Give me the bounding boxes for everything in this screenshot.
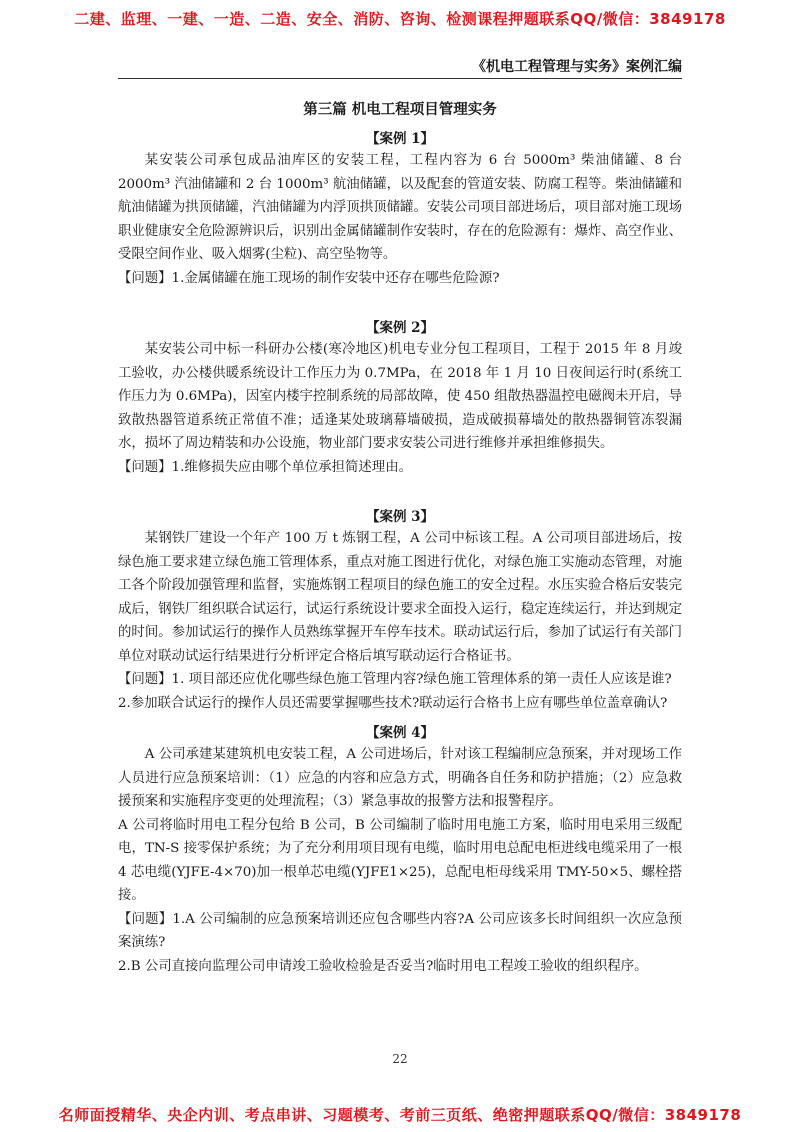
- case-question: 2.B 公司直接向监理公司申请竣工验收检验是否妥当?临时用电工程竣工验收的组织程序。: [118, 958, 648, 974]
- header-rule: [118, 78, 682, 79]
- case-3: [118, 505, 682, 715]
- case-question: 【问题】1. 项目部还应优化哪些绿色施工管理内容?绿色施工管理体系的第一责任人应该是谁?: [118, 672, 672, 687]
- case-question: 【问题】1.A 公司编制的应急预案培训还应包含哪些内容?A 公司应该多长时间组织一次应急预案演练?: [118, 911, 682, 950]
- case-2: [118, 316, 682, 479]
- case-question: 【问题】1.维修损失应由哪个单位承担简述理由。: [118, 459, 412, 475]
- case-title: 【案例 4】: [365, 725, 435, 741]
- page-content: [118, 98, 682, 978]
- case-4: [118, 721, 682, 978]
- case-paragraph: 某安装公司承包成品油库区的安装工程，工程内容为 6 台 5000m³ 柴油储罐、8 台 2000m³ 汽油储罐和 2 台 1000m³ 航油储罐，以及配套的管道安装、防腐工程等。柴油储罐和航油储罐为拱顶储罐，汽油储罐为内浮顶拱顶储罐。安装公司项目部进场后，项目部对施工现场职业健康安全危险源辨识后，识别出金属储罐制作安装时，存在的危险源有：爆炸、高空作业、受限空间作业、吸入烟雾(尘粒)、高空坠物等。: [118, 153, 682, 262]
- part-title: 第三篇 机电工程项目管理实务: [303, 101, 497, 118]
- case-question: 2.参加联合试运行的操作人员还需要掌握哪些技术?联动运行合格书上应有哪些单位盖章确认?: [118, 695, 668, 711]
- case-paragraph: 某安装公司中标一科研办公楼(寒冷地区)机电专业分包工程项目，工程于 2015 年 8 月竣工验收，办公楼供暖系统设计工作压力为 0.7MPa，在 2018 年 1 月 10 日夜间运行时(系统工作压力为 0.6MPa)，因室内楼宇控制系统的局部故障，使 450 组散热器温控电磁阀未开启，导致散热器管道系统正常值不准；适逢某处玻璃幕墙破损，造成破损幕墙处的散热器铜管冻裂漏水，损坏了周边精装和办公设施，物业部门要求安装公司进行维修并承担维修损失。: [118, 342, 682, 451]
- top-banner: 二建、监理、一建、一造、二造、安全、消防、咨询、检测课程押题联系QQ/微信：3849178: [74, 10, 726, 28]
- bottom-banner: 名师面授精华、央企内训、考点串讲、习题模考、考前三页纸、绝密押题联系QQ/微信：3849178: [58, 1106, 742, 1124]
- document-header: 《机电工程管理与实务》案例汇编: [472, 59, 682, 75]
- case-paragraph: 某钢铁厂建设一个年产 100 万 t 炼钢工程，A 公司中标该工程。A 公司项目部进场后，按绿色施工要求建立绿色施工管理体系，重点对施工图进行优化，对绿色施工实施动态管理，对施工各个阶段加强管理和监督，实施炼钢工程项目的绿色施工的安全过程。水压实验合格后安装完成后，钢铁厂组织联合试运行，试运行系统设计要求全面投入运行，稳定连续运行，并达到规定的时间。参加试运行的操作人员熟练掌握开车停车技术。联动试运行后，参加了试运行有关部门单位对联动试运行结果进行分析评定合格后填写联动运行合格证书。: [118, 531, 682, 664]
- case-title: 【案例 1】: [365, 131, 435, 147]
- case-1: [118, 127, 682, 290]
- case-title: 【案例 3】: [365, 509, 435, 525]
- section-gap: [118, 479, 682, 505]
- case-question: 【问题】1.金属储罐在施工现场的制作安装中还存在哪些危险源?: [118, 270, 500, 286]
- case-paragraph: A 公司承建某建筑机电安装工程，A 公司进场后，针对该工程编制应急预案，并对现场工作人员进行应急预案培训：（1）应急的内容和应急方式，明确各自任务和防护措施；（2）应急救援预案和实施程序变更的处理流程；（3）紧急事故的报警方法和报警程序。: [118, 747, 682, 809]
- case-title: 【案例 2】: [365, 320, 435, 336]
- case-paragraph: A 公司将临时用电工程分包给 B 公司，B 公司编制了临时用电施工方案，临时用电采用三级配电，TN-S 接零保护系统；为了充分利用项目现有电缆，临时用电总配电柜进线电缆采用了一根 4 芯电缆(YJFE-4×70)加一根单芯电缆(YJFE1×25)，总配电柜母线采用 TMY-50×5、螺栓搭接。: [118, 817, 682, 903]
- section-gap: [118, 290, 682, 316]
- page-number: 22: [392, 1052, 408, 1066]
